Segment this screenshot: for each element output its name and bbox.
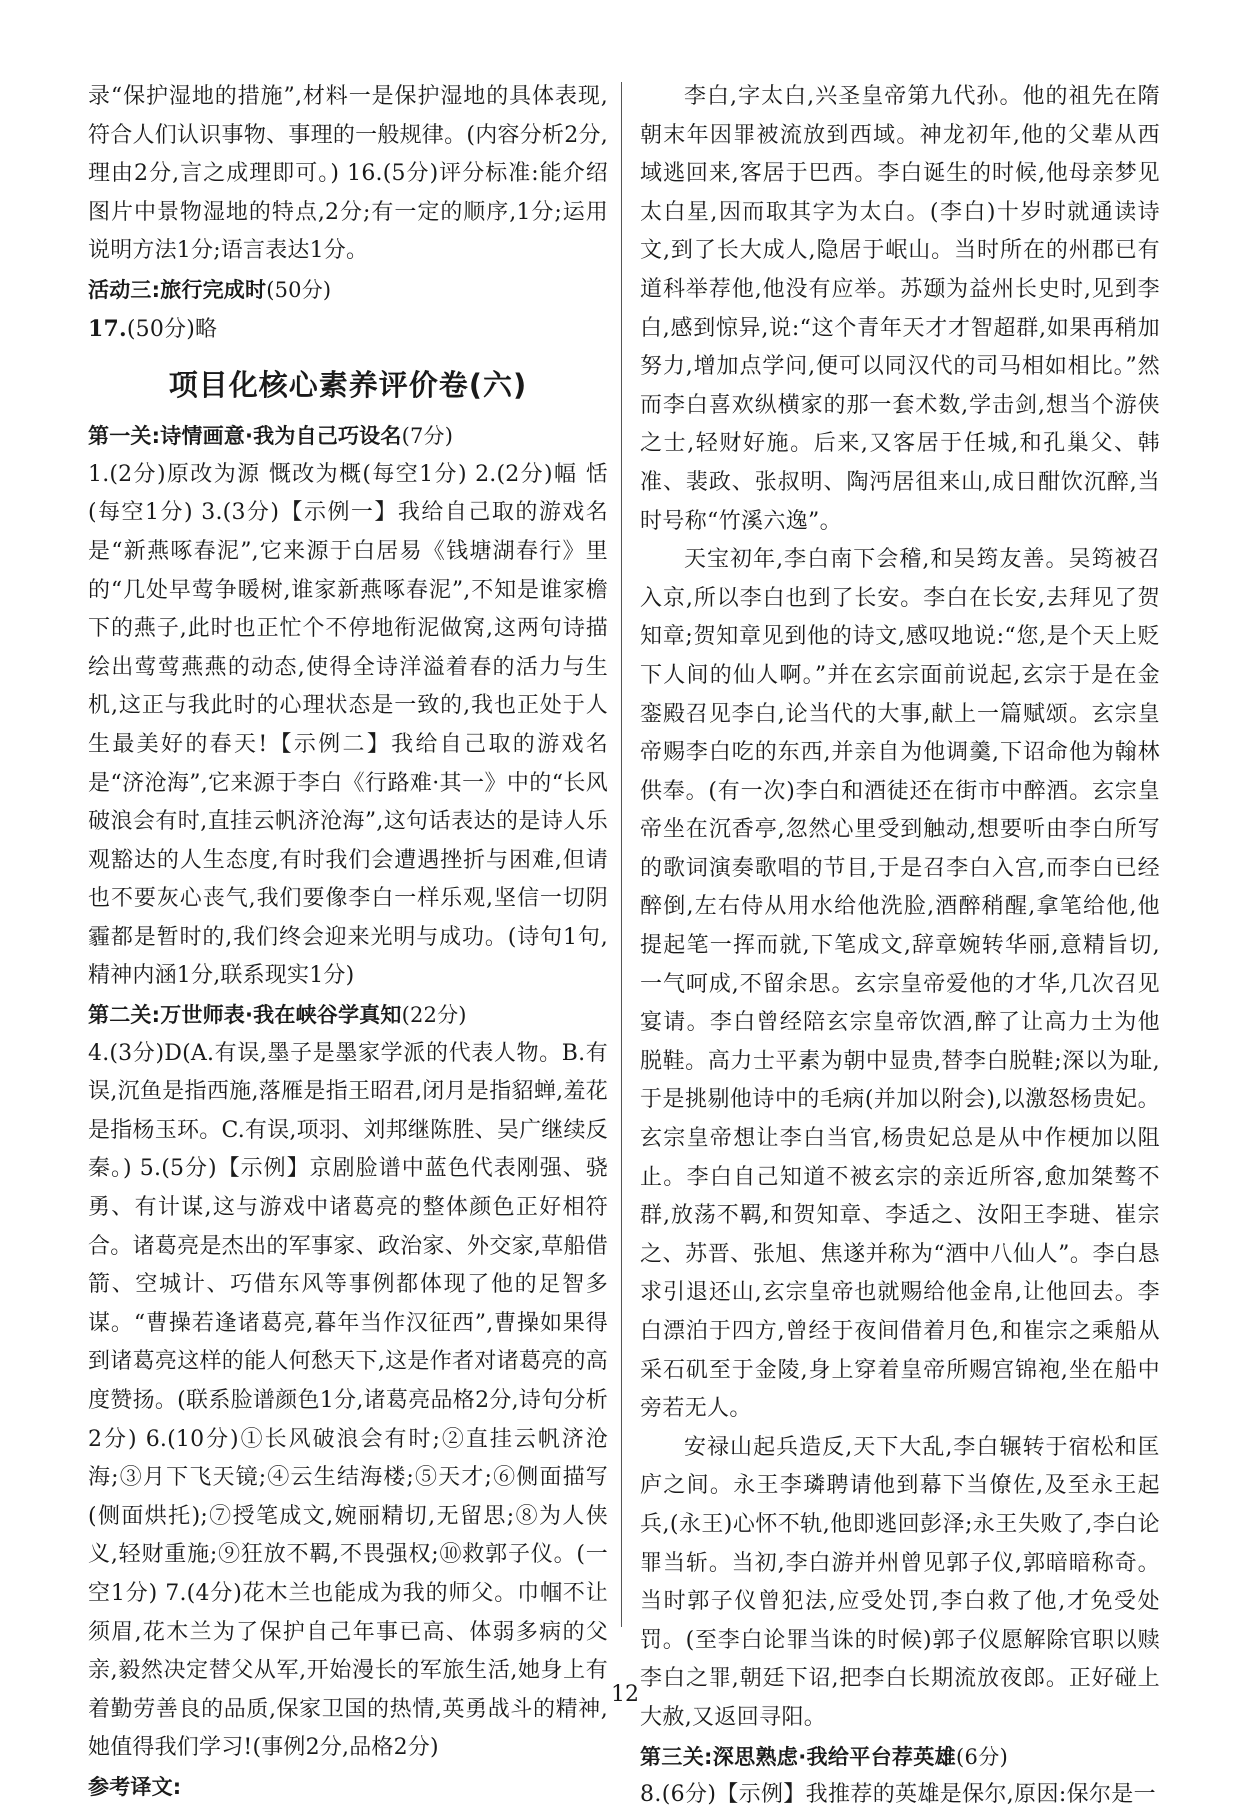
answers-4-7: 4.(3分)D(A.有误,墨子是墨家学派的代表人物。B.有误,沉鱼是指西施,落雁是指王昭君,闭月是指貂蝉,羞花是指杨玉环。C.有误,项羽、刘邦继陈胜、吴广继续反秦。) 5.(5分)【示例】京剧脸谱中蓝色代表刚强、骁勇、有计谋,这与游戏中诸葛亮的整体颜色正好相符合。诸葛亮是杰出的军事家、政治家、外交家,草船借箭、空城计、巧借东风等事例都体现了他的足智多谋。“曹操若逢诸葛亮,暮年当作汉征西”,曹操如果得到诸葛亮这样的能人何愁天下,这是作者对诸葛亮的高度赞扬。(联系脸谱颜色1分,诸葛亮品格2分,诗句分析2分) 6.(10分)①长风破浪会有时;②直挂云帆济沧海;③月下飞天镜;④云生结海楼;⑤天才;⑥侧面描写(侧面烘托);⑦授笔成文,婉丽精切,无留思;⑧为人侠义,轻财重施;⑨狂放不羁,不畏强权;⑩救郭子仪。(一空1分) 7.(4分)花木兰也能成为我的师父。巾帼不让须眉,花木兰为了保护自己年事已高、体弱多病的父亲,毅然决定替父从军,开始漫长的军旅生活,她身上有着勤劳善良的品质,保家卫国的热情,英勇战斗的精神,她值得我们学习!(事例2分,品格2分) (88, 1040, 608, 1761)
section-two-label: 第二关:万世师表·我在峡谷学真知 (88, 1003, 402, 1028)
activity-three-heading (88, 271, 608, 310)
translation-paragraph-2: 天宝初年,李白南下会稽,和吴筠友善。吴筠被召入京,所以李白也到了长安。李白在长安,去拜见了贺知章;贺知章见到他的诗文,感叹地说:“您,是个天上贬下人间的仙人啊。”并在玄宗面前说起,玄宗于是在金銮殿召见李白,论当代的大事,献上一篇赋颂。玄宗皇帝赐李白吃的东西,并亲自为他调羹,下诏命他为翰林供奉。(有一次)李白和酒徒还在街市中醉酒。玄宗皇帝坐在沉香亭,忽然心里受到触动,想要听由李白所写的歌词演奏歌唱的节目,于是召李白入宫,而李白已经醉倒,左右侍从用水给他洗脸,酒醉稍醒,拿笔给他,他提起笔一挥而就,下笔成文,辞章婉转华丽,意精旨切,一气呵成,不留余思。玄宗皇帝爱他的才华,几次召见宴请。李白曾经陪玄宗皇帝饮酒,醉了让高力士为他脱鞋。高力士平素为朝中显贵,替李白脱鞋;深以为耻,于是挑剔他诗中的毛病(并加以附会),以激怒杨贵妃。玄宗皇帝想让李白当官,杨贵妃总是从中作梗加以阻止。李白自己知道不被玄宗的亲近所容,愈加桀骜不群,放荡不羁,和贺知章、李适之、汝阳王李琎、崔宗之、苏晋、张旭、焦遂并称为“酒中八仙人”。李白恳求引退还山,玄宗皇帝也就赐给他金帛,让他回去。李白漂泊于四方,曾经于夜间借着月色,和崔宗之乘船从采石矶至于金陵,身上穿着皇帝所赐宫锦袍,坐在船中旁若无人。 (640, 547, 1160, 1422)
answers-1-3: 1.(2分)原改为源 慨改为概(每空1分) 2.(2分)幅 恬(每空1分) 3.(3分)【示例一】我给自己取的游戏名是“新燕啄春泥”,它来源于白居易《钱塘湖春行》里的“几处早莺争暖树,谁家新燕啄春泥”,不知是谁家檐下的燕子,此时也正忙个不停地衔泥做窝,这两句诗描绘出莺莺燕燕的动态,使得全诗洋溢着春的活力与生机,这正与我此时的心理状态是一致的,我也正处于人生最美好的春天!【示例二】我给自己取的游戏名是“济沧海”,它来源于李白《行路难·其一》中的“长风破浪会有时,直挂云帆济沧海”,这句话表达的是诗人乐观豁达的人生态度,有时我们会遭遇挫折与困难,但请也不要灰心丧气,我们要像李白一样乐观,坚信一切阴霾都是暂时的,我们终会迎来光明与成功。(诗句1句,精神内涵1分,联系现实1分) (88, 461, 608, 989)
reference-translation-label: 参考译文: (88, 1774, 182, 1799)
section-one-heading (88, 417, 608, 456)
column-divider (621, 82, 622, 1627)
section-two-heading (88, 996, 608, 1035)
right-column (640, 78, 1160, 1815)
section-three-score: (6分) (955, 1744, 1009, 1769)
section-one-score: (7分) (401, 424, 454, 449)
section-three-label: 第三关:深思熟虑·我给平台荐英雄 (640, 1744, 956, 1769)
question-17-text: (50分)略 (126, 316, 218, 342)
question-17-number: 17. (88, 315, 127, 342)
question-17 (88, 310, 608, 350)
section-three-heading (640, 1738, 1160, 1777)
answer-8: 8.(6分)【示例】我推荐的英雄是保尔,原因:保尔是一 (640, 1782, 1157, 1808)
section-two-score: (22分) (401, 1003, 467, 1028)
translation-paragraph-3: 安禄山起兵造反,天下大乱,李白辗转于宿松和匡庐之间。永王李璘聘请他到幕下当僚佐,及至永王起兵,(永王)心怀不轨,他即逃回彭泽;永王失败了,李白论罪当斩。当初,李白游并州曾见郭子仪,郭暗暗称奇。当时郭子仪曾犯法,应受处罚,李白救了他,才免受处罚。(至李白论罪当诛的时候)郭子仪愿解除官职以赎李白之罪,朝廷下诏,把李白长期流放夜郎。正好碰上大赦,又返回寻阳。 (640, 1434, 1160, 1730)
section-one-label: 第一关:诗情画意·我为自己巧设名 (88, 424, 402, 449)
intro-paragraph: 录“保护湿地的措施”,材料一是保护湿地的具体表现,符合人们认识事物、事理的一般规律。(内容分析2分,理由2分,言之成理即可。) 16.(5分)评分标准:能介绍图片中景物湿地的特点,2分;有一定的顺序,1分;运用说明方法1分;语言表达1分。 (88, 84, 608, 264)
page-number: 12 (611, 1682, 639, 1707)
left-column (88, 78, 608, 1807)
page-title: 项目化核心素养评价卷(六) (168, 368, 528, 403)
activity-three-score: (50分) (266, 277, 332, 302)
translation-paragraph-1: 李白,字太白,兴圣皇帝第九代孙。他的祖先在隋朝末年因罪被流放到西域。神龙初年,他的父辈从西域逃回来,客居于巴西。李白诞生的时候,他母亲梦见太白星,因而取其字为太白。(李白)十岁时就通读诗文,到了长大成人,隐居于岷山。当时所在的州郡已有道科举荐他,他没有应举。苏颋为益州长史时,见到李白,感到惊异,说:“这个青年天才才智超群,如果再稍加努力,增加点学问,便可以同汉代的司马相如相比。”然而李白喜欢纵横家的那一套术数,学击剑,想当个游侠之士,轻财好施。后来,又客居于任城,和孔巢父、韩准、裴政、张叔明、陶沔居徂来山,成日酣饮沉醉,当时号称“竹溪六逸”。 (640, 84, 1160, 534)
activity-three-label: 活动三:旅行完成时 (88, 277, 267, 302)
